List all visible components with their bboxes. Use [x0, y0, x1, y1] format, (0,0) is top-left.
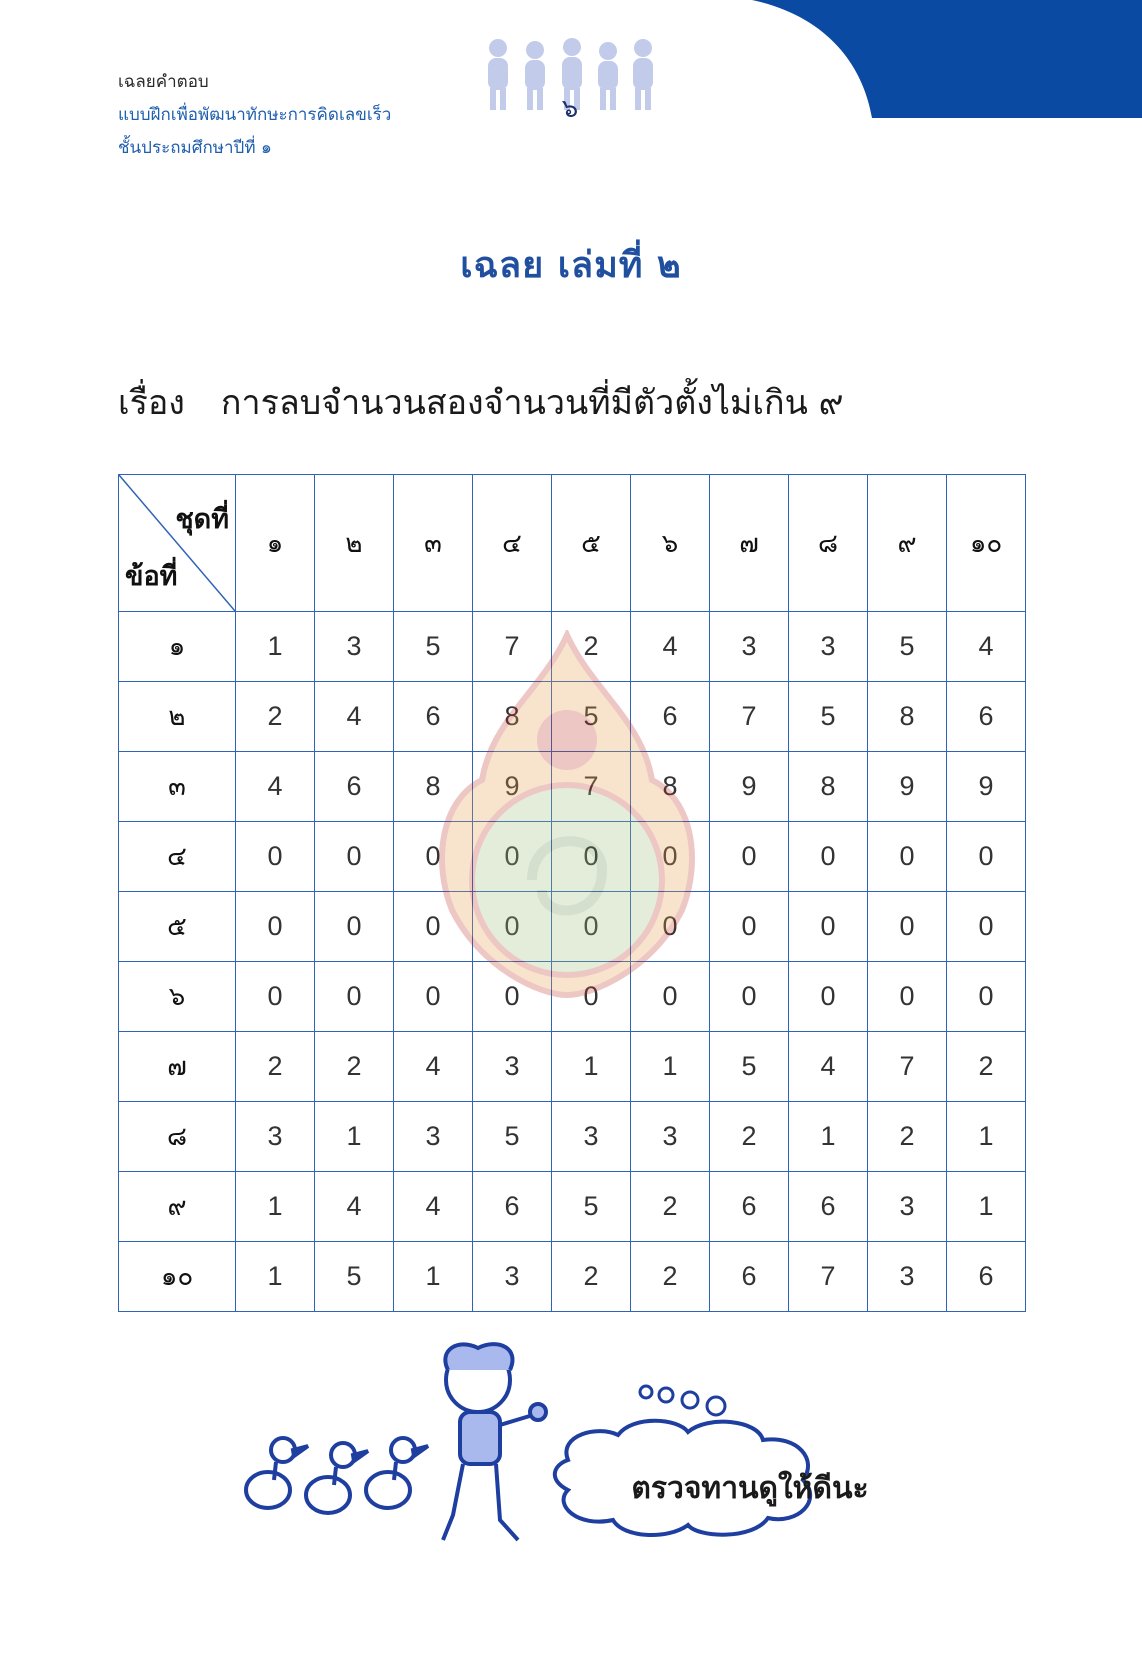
answer-cell: 1	[789, 1102, 868, 1172]
row-label: ๕	[119, 892, 236, 962]
answer-cell: 4	[315, 1172, 394, 1242]
answer-cell: 8	[394, 752, 473, 822]
column-header: ๔	[473, 475, 552, 612]
header-line-1: เฉลยคำตอบ	[118, 72, 209, 92]
answer-cell: 9	[868, 752, 947, 822]
table-row	[119, 822, 1026, 892]
answer-cell: 5	[473, 1102, 552, 1172]
row-label: ๑๐	[119, 1242, 236, 1312]
answer-cell: 1	[394, 1242, 473, 1312]
header-text	[118, 66, 391, 165]
answer-cell: 8	[631, 752, 710, 822]
answer-cell: 3	[868, 1242, 947, 1312]
subject-label: เรื่อง	[118, 383, 185, 423]
answer-cell: 0	[710, 892, 789, 962]
answer-cell: 6	[789, 1172, 868, 1242]
answer-cell: 3	[236, 1102, 315, 1172]
table-row	[119, 1242, 1026, 1312]
answer-cell: 1	[315, 1102, 394, 1172]
table-corner-cell	[119, 475, 236, 612]
row-label: ๙	[119, 1172, 236, 1242]
answer-cell: 0	[947, 892, 1026, 962]
row-label: ๓	[119, 752, 236, 822]
answer-cell: 8	[868, 682, 947, 752]
column-header: ๑	[236, 475, 315, 612]
answer-cell: 7	[552, 752, 631, 822]
table-header-row	[119, 475, 1026, 612]
answer-cell: 0	[631, 892, 710, 962]
answer-cell: 0	[789, 892, 868, 962]
answer-cell: 2	[631, 1242, 710, 1312]
answer-cell: 0	[394, 822, 473, 892]
answer-cell: 0	[631, 822, 710, 892]
answer-cell: 0	[473, 892, 552, 962]
answer-cell: 3	[473, 1032, 552, 1102]
answer-cell: 0	[394, 892, 473, 962]
answer-cell: 0	[710, 962, 789, 1032]
answer-cell: 9	[473, 752, 552, 822]
subject-line	[118, 375, 844, 429]
answer-cell: 0	[789, 962, 868, 1032]
column-header: ๓	[394, 475, 473, 612]
table-row	[119, 682, 1026, 752]
table-row	[119, 752, 1026, 822]
answer-cell: 0	[552, 892, 631, 962]
answer-cell: 4	[394, 1032, 473, 1102]
answer-cell: 0	[868, 822, 947, 892]
header-blue-banner	[712, 0, 1142, 118]
row-label: ๒	[119, 682, 236, 752]
column-header: ๗	[710, 475, 789, 612]
answer-cell: 2	[552, 1242, 631, 1312]
answer-cell: 3	[473, 1242, 552, 1312]
answer-cell: 0	[315, 822, 394, 892]
header-line-3: ชั้นประถมศึกษาปีที่ ๑	[118, 138, 272, 158]
corner-item-label: ข้อที่	[125, 561, 178, 592]
table-row	[119, 892, 1026, 962]
answer-cell: 4	[789, 1032, 868, 1102]
answer-cell: 7	[710, 682, 789, 752]
answer-cell: 5	[394, 612, 473, 682]
answer-cell: 7	[789, 1242, 868, 1312]
row-label: ๔	[119, 822, 236, 892]
header-line-2: แบบฝึกเพื่อพัฒนาทักษะการคิดเลขเร็ว	[118, 105, 392, 125]
answer-cell: 1	[236, 612, 315, 682]
answer-cell: 3	[552, 1102, 631, 1172]
answer-cell: 1	[236, 1172, 315, 1242]
answer-cell: 4	[947, 612, 1026, 682]
column-header: ๑๐	[947, 475, 1026, 612]
answer-cell: 9	[710, 752, 789, 822]
answer-cell: 4	[394, 1172, 473, 1242]
answer-cell: 0	[315, 892, 394, 962]
column-header: ๘	[789, 475, 868, 612]
answer-cell: 0	[710, 822, 789, 892]
answer-cell: 2	[631, 1172, 710, 1242]
row-label: ๘	[119, 1102, 236, 1172]
answer-cell: 5	[710, 1032, 789, 1102]
answer-cell: 0	[236, 892, 315, 962]
answer-cell: 0	[947, 822, 1026, 892]
answer-table	[118, 474, 1026, 1312]
answer-cell: 0	[315, 962, 394, 1032]
answer-cell: 1	[947, 1102, 1026, 1172]
answer-cell: 0	[473, 962, 552, 1032]
answer-cell: 4	[631, 612, 710, 682]
answer-cell: 2	[552, 612, 631, 682]
table-row	[119, 1102, 1026, 1172]
answer-cell: 5	[552, 1172, 631, 1242]
answer-cell: 2	[710, 1102, 789, 1172]
answer-cell: 0	[552, 962, 631, 1032]
table-row	[119, 1172, 1026, 1242]
answer-cell: 8	[789, 752, 868, 822]
answer-cell: 5	[552, 682, 631, 752]
table-row	[119, 962, 1026, 1032]
girl-and-ducks-illustration	[238, 1340, 898, 1570]
row-label: ๑	[119, 612, 236, 682]
column-header: ๖	[631, 475, 710, 612]
corner-set-label: ชุดที่	[175, 504, 229, 535]
table-row	[119, 1032, 1026, 1102]
column-header: ๕	[552, 475, 631, 612]
row-label: ๖	[119, 962, 236, 1032]
answer-cell: 0	[394, 962, 473, 1032]
answer-cell: 6	[710, 1172, 789, 1242]
answer-cell: 0	[236, 962, 315, 1032]
answer-cell: 6	[315, 752, 394, 822]
table-row	[119, 612, 1026, 682]
answer-cell: 3	[394, 1102, 473, 1172]
answer-cell: 6	[947, 1242, 1026, 1312]
column-header: ๒	[315, 475, 394, 612]
page-number: ๖	[561, 94, 579, 124]
answer-cell: 1	[552, 1032, 631, 1102]
speech-bubble-text: ตรวจทานดูให้ดีนะ	[631, 1471, 869, 1506]
answer-cell: 5	[868, 612, 947, 682]
answer-cell: 9	[947, 752, 1026, 822]
answer-cell: 5	[315, 1242, 394, 1312]
answer-cell: 0	[868, 962, 947, 1032]
answer-cell: 3	[710, 612, 789, 682]
answer-cell: 2	[947, 1032, 1026, 1102]
answer-cell: 7	[868, 1032, 947, 1102]
column-header: ๙	[868, 475, 947, 612]
answer-cell: 0	[552, 822, 631, 892]
answer-cell: 5	[789, 682, 868, 752]
answer-cell: 3	[789, 612, 868, 682]
answer-cell: 8	[473, 682, 552, 752]
answer-cell: 1	[631, 1032, 710, 1102]
answer-cell: 1	[236, 1242, 315, 1312]
answer-cell: 0	[947, 962, 1026, 1032]
answer-cell: 0	[868, 892, 947, 962]
answer-cell: 6	[394, 682, 473, 752]
answer-cell: 0	[473, 822, 552, 892]
answer-cell: 2	[236, 1032, 315, 1102]
answer-cell: 1	[947, 1172, 1026, 1242]
page-title: เฉลย เล่มที่ ๒	[460, 245, 682, 286]
answer-cell: 7	[473, 612, 552, 682]
answer-cell: 3	[868, 1172, 947, 1242]
table-body	[119, 612, 1026, 1312]
answer-cell: 3	[315, 612, 394, 682]
subject-text: การลบจำนวนสองจำนวนที่มีตัวตั้งไม่เกิน ๙	[220, 383, 844, 423]
answer-cell: 0	[236, 822, 315, 892]
answer-cell: 2	[236, 682, 315, 752]
answer-cell: 0	[631, 962, 710, 1032]
answer-cell: 0	[789, 822, 868, 892]
answer-cell: 6	[947, 682, 1026, 752]
answer-cell: 2	[315, 1032, 394, 1102]
answer-cell: 6	[631, 682, 710, 752]
answer-cell: 4	[236, 752, 315, 822]
answer-cell: 6	[473, 1172, 552, 1242]
answer-cell: 6	[710, 1242, 789, 1312]
answer-cell: 2	[868, 1102, 947, 1172]
answer-cell: 4	[315, 682, 394, 752]
answer-cell: 3	[631, 1102, 710, 1172]
row-label: ๗	[119, 1032, 236, 1102]
